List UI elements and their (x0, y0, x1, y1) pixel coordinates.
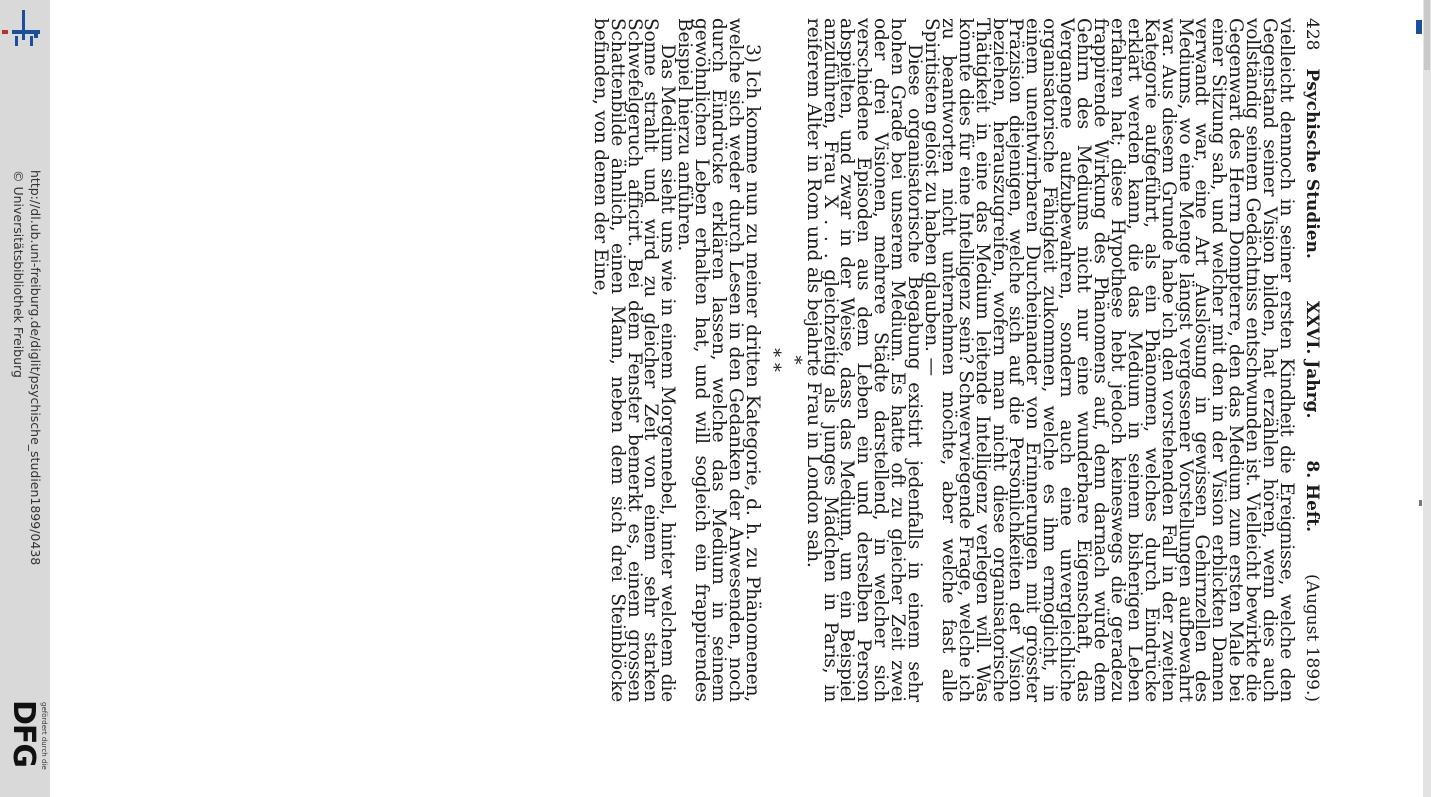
viewer-sidebar (0, 0, 50, 797)
source-url[interactable]: http://dl.ub.uni-freiburg.de/diglit/psychische_studien1899/0438 (28, 170, 43, 566)
source-caption (4, 170, 44, 620)
issue: 8. Heft. (1302, 460, 1322, 533)
dfg-sponsor (0, 700, 50, 797)
paragraph-3: 3) Ich komme nun zu meiner dritten Kategorie, d. h. zu Phänomenen, welche sich weder durch Lesen in den Gedanken der Anwesenden, noch durch Eindrücke erklären lassen, welche das Medium in seinem gewöhnlichen Leben erhalten hat, und will sogleich ein frappirendes Beispiel hierzu anführen. (674, 18, 763, 702)
scrollbar-thumb[interactable] (1424, 0, 1430, 70)
page-number: 428 (1302, 18, 1322, 51)
issue-date: (August 1899.) (1302, 574, 1322, 702)
paragraph-4: Das Medium sieht uns wie in einem Morgennebel, hinter welchem die Sonne strahlt und wird zu gleicher Zeit von einem sehr starken Schwefelgeruch afficirt. Bei dem Fenster bemerkt es, einem grossen Schattenbilde ähnlich, einen Mann, neben dem sich drei Steinblöcke befinden, von denen der Eine, (589, 18, 679, 702)
section-break-top: * (783, 355, 805, 365)
sponsor-small-text: gefördert durch die (40, 702, 48, 770)
dfg-logo: DFG (6, 700, 41, 768)
page-tick-icon (1419, 500, 1422, 506)
section-break-bottom: * * (762, 348, 784, 372)
paragraph-2: Diese organisatorische Begabung existirt jedenfalls in einem sehr hohen Grade bei unserem Medium. Es hatte oft zu gleicher Zeit zwei oder drei Visionen, mehrere Städte darstellend, in welcher sich verschiedene Episoden aus dem Leben ein und derselben Person abspielten, und zwar in der Weise, dass das Medium, um ein Beispiel anzuführen, Frau X . . . gleichzeitig als junges Mädchen in Paris, in reiferem Alter in Rom und als bejahrte Frau in London sah. (802, 18, 926, 702)
paragraph-1: vielleicht dennoch in seiner ersten Kindheit die Ereignisse, welche den Gegenstand seiner Vision bilden, hat erzählen hören, wenn dies auch vollständig seinem Gedächtniss entschwunden ist. Vielleicht bewirkte die Gegenwart des Herrn Dompterre, den das Medium zum ersten Male bei einer Sitzung sah, und welcher mit den in der Vision erblickten Damen verwandt war, eine Art Auslösung in gewissen Gehirnzellen des Mediums, wo eine Menge längst vergessener Vorstellungen aufbewahrt war. Aus diesem Grunde habe ich den vorstehenden Fall in der zweiten Kategorie aufgeführt, als ein Phänomen, welches durch Eindrücke erklärt werden kann, die das Medium in seinem bisherigen Leben erfahren hat; diese Hypothese hebt jedoch keineswegs die geradezu frappirende Wirkung des Phänomens auf, denn darnach würde dem Gehirn des Mediums nicht nur eine wunderbare Eigenschaft, das Vergangene aufzubewahren, sondern auch eine unvergleichliche organisatorische Fähigkeit zukommen, welche es ihm ermöglicht, in einem unentwirrbaren Durcheinander von Erinnerungen mit grösster Präzision diejenigen, welche sich auf die Persönlichkeiten der Vision beziehen, herauszugreifen, wofern man nicht diese organisatorische Thätigkeit in eine das Medium leitende Intelligenz verlegen will. Was könnte dies für eine Intelligenz sein? Schwerwiegende Frage, welche ich zu beantworten nicht unternehmen möchte, aber welche fast alle Spiritisten gelöst zu haben glauben. — (920, 18, 1297, 702)
volume: XXVI. Jahrg. (1302, 300, 1322, 419)
journal-title: Psychische Studien. (1302, 68, 1322, 259)
page-marker-icon (1416, 20, 1422, 34)
university-freiburg-logo-icon[interactable] (0, 0, 50, 60)
running-head (1302, 18, 1322, 702)
scanned-page (220, 0, 1380, 720)
vertical-scrollbar[interactable] (1423, 0, 1431, 797)
copyright-text: © Universitätsbibliothek Freiburg (11, 170, 26, 378)
